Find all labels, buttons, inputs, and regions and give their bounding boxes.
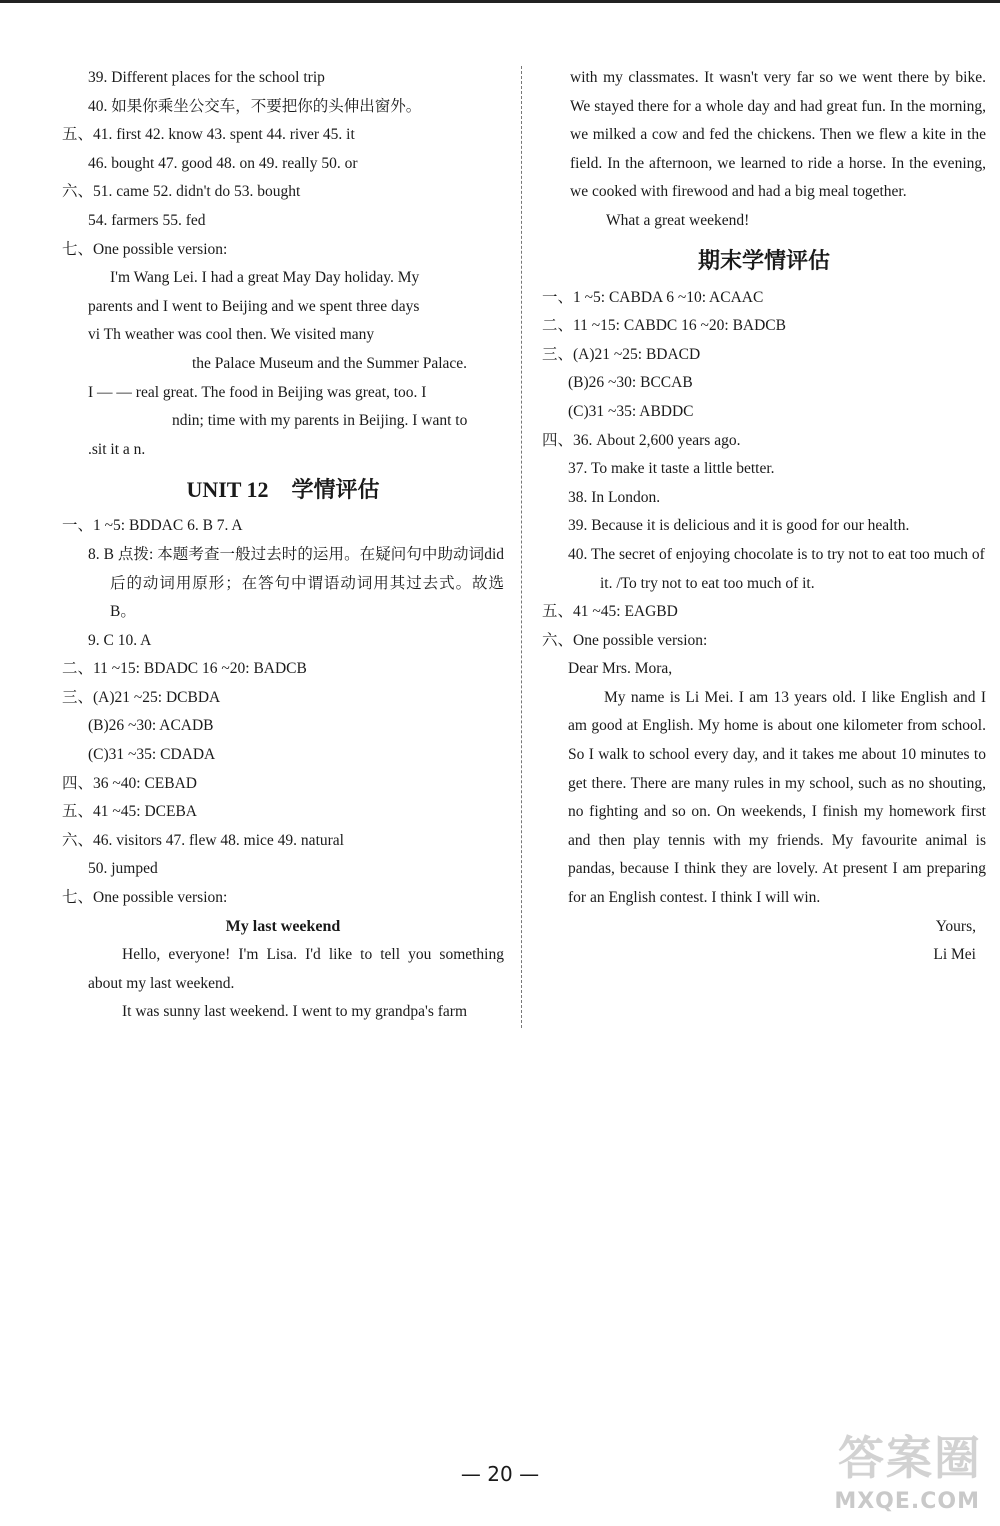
answer-line: 38. In London.: [568, 488, 661, 506]
answer-line: 一、1 ~5: BDDAC 6. B 7. A: [62, 517, 243, 535]
answer-line: 二、11 ~15: BDADC 16 ~20: BADCB: [62, 660, 307, 678]
answer-line: (B)26 ~30: ACADB: [88, 717, 214, 735]
answer-line: 四、36 ~40: CEBAD: [62, 774, 197, 792]
answer-line: 二、11 ~15: CABDC 16 ~20: BADCB: [542, 317, 786, 335]
essay-line: vi Th weather was cool then. We visited many: [88, 326, 375, 344]
essay-paragraph: It was sunny last weekend. I went to my grandpa's farm: [122, 1003, 467, 1021]
essay-paragraph: with my classmates. It wasn't very far so we went there by bike. We stayed there for a whole day and had great fun. In the morning, we milked a cow and fed the chickens. Then we flew a kite in the field. In the afternoon, we learned to ride a horse. In the evening, we cooked with firewood and had a big meal together.: [570, 69, 986, 201]
top-border: [0, 0, 1000, 3]
answer-line: (C)31 ~35: CDADA: [88, 746, 216, 764]
answer-line: 39. Because it is delicious and it is good for our health.: [568, 517, 910, 535]
answer-line: (C)31 ~35: ABDDC: [568, 402, 694, 420]
answer-line: 37. To make it taste a little better.: [568, 460, 775, 478]
answer-line: 9. C 10. A: [88, 631, 152, 649]
answer-line: 六、46. visitors 47. flew 48. mice 49. natural: [62, 831, 344, 849]
answer-line: 三、(A)21 ~25: BDACD: [542, 345, 701, 363]
answer-line: 七、One possible version:: [62, 889, 228, 907]
unit-title-cn: 学情评估: [291, 478, 380, 504]
answer-line: 46. bought 47. good 48. on 49. really 50. or: [88, 154, 358, 172]
essay-line: I'm Wang Lei. I had a great May Day holiday. My: [110, 269, 420, 287]
answer-note: 8. B 点拨: 本题考查一般过去时的运用。在疑问句中助动词did后的动词用原形；在答句中谓语动词用其过去式。故选B。: [88, 545, 504, 621]
letter-greeting: Dear Mrs. Mora,: [568, 660, 673, 678]
answer-line: 40. The secret of enjoying chocolate is to try not to eat too much of it. /To try not to eat too much of it.: [568, 545, 985, 592]
answer-line: 一、1 ~5: CABDA 6 ~10: ACAAC: [542, 288, 764, 306]
essay-line: I — — real great. The food in Beijing was great, too. I: [88, 383, 427, 401]
essay-title: My last weekend: [225, 917, 341, 935]
answer-line: 三、(A)21 ~25: DCBDA: [62, 688, 221, 706]
answer-line: 四、36. About 2,600 years ago.: [542, 431, 741, 449]
answer-line: 六、One possible version:: [542, 631, 708, 649]
final-title: 期末学情评估: [697, 248, 830, 274]
answer-line: 54. farmers 55. fed: [88, 211, 206, 229]
column-divider: [521, 66, 522, 1028]
letter-body: My name is Li Mei. I am 13 years old. I like English and I am good at English. My home is about one kilometer from school. So I walk to school every day, and it takes me about 10 minutes to get there. There are many rules in my school, such as no shouting, no fighting and so on. On weekends, I finish my homework first and then play tennis with my friends. My favourite animal is pandas, because I think they are lovely. At present I am preparing for an English contest. I think I will win.: [568, 688, 986, 907]
essay-line: parents and I went to Beijing and we spent three days: [88, 297, 420, 315]
answer-line: 40. 如果你乘坐公交车，不要把你的头伸出窗外。: [88, 97, 422, 115]
essay-line: the Palace Museum and the Summer Palace.: [192, 354, 468, 372]
watermark-url: MXQE.COM: [834, 1489, 980, 1514]
essay-line: .sit it a n.: [88, 440, 146, 458]
answer-line: 五、41 ~45: EAGBD: [542, 603, 678, 621]
watermark-logo: [800, 1418, 990, 1518]
answer-line: 39. Different places for the school trip: [88, 69, 325, 86]
watermark-text: 答案圈: [838, 1431, 982, 1485]
answer-line: (B)26 ~30: BCCAB: [568, 374, 693, 392]
letter-signature: Li Mei: [933, 946, 976, 964]
essay-line: ndin; time with my parents in Beijing. I want to: [172, 412, 468, 430]
unit-title: [62, 470, 504, 510]
answer-line: 50. jumped: [88, 860, 158, 878]
right-column: [542, 64, 986, 970]
answer-line: 五、41. first 42. know 43. spent 44. river 45. it: [62, 126, 355, 144]
answer-line: 五、41 ~45: DCEBA: [62, 803, 197, 821]
answer-line: 七、One possible version:: [62, 240, 228, 258]
letter-closing: Yours,: [935, 917, 976, 935]
left-column: [62, 64, 504, 1027]
essay-ending: What a great weekend!: [606, 211, 750, 229]
essay-paragraph: Hello, everyone! I'm Lisa. I'd like to tell you something about my last weekend.: [88, 946, 504, 992]
answer-line: 六、51. came 52. didn't do 53. bought: [62, 183, 301, 201]
unit-title-en: UNIT 12: [186, 477, 269, 503]
page-number: — 20 —: [460, 1462, 540, 1486]
